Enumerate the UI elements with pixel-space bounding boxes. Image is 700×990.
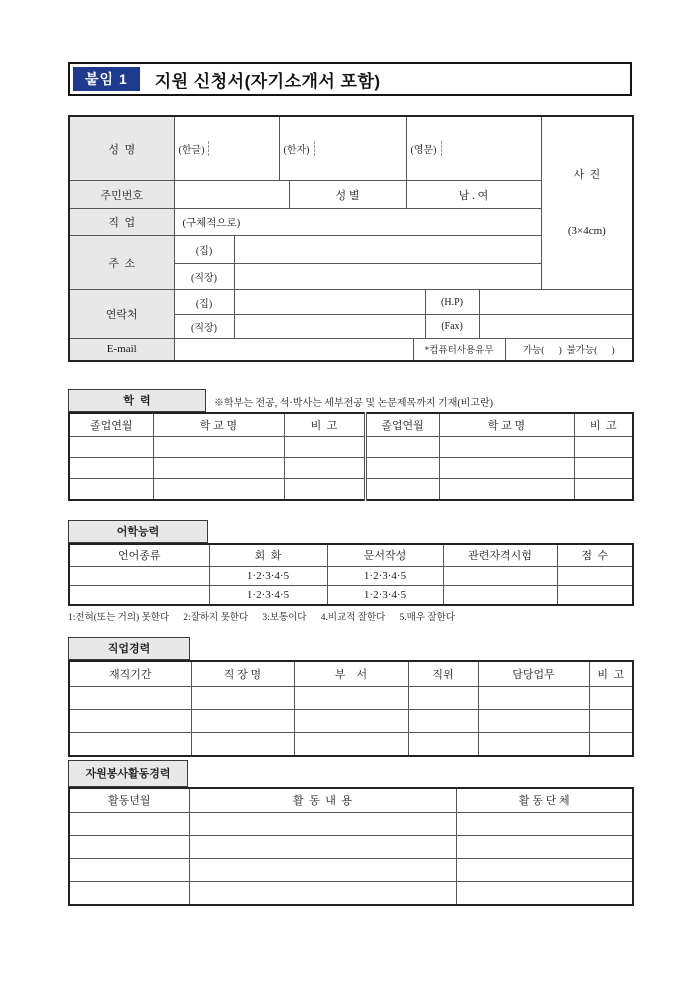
photo-label: 사 진: [573, 168, 601, 181]
career-cell: [191, 687, 294, 710]
edu-cell: [439, 458, 574, 479]
career-cell: [589, 710, 633, 733]
career-cell: [478, 687, 589, 710]
career-cell: [294, 710, 408, 733]
hangul-label: (한글): [175, 141, 210, 156]
lang-scale: 1·2·3·4·5: [209, 567, 327, 586]
fax-label: (Fax): [425, 315, 479, 339]
personal-info-table: [68, 115, 634, 362]
address-work-label: (직장): [174, 264, 234, 290]
vol-cell: [69, 836, 189, 859]
edu-cell: [574, 458, 633, 479]
vol-col-activity: 활 동 내 용: [189, 788, 456, 813]
edu-col-date2: 졸업연월: [365, 413, 439, 437]
career-cell: [69, 687, 191, 710]
name-english-cell: [406, 116, 541, 181]
name-hangul-cell: [174, 116, 279, 181]
language-scale-note: 1:전혀(또는 거의) 못한다 2:잘하지 못한다 3:보통이다 4.비교적 잘한다 5.매우 잘한다: [68, 612, 455, 623]
name-hanja-cell: [279, 116, 406, 181]
photo-box: [541, 116, 633, 290]
lang-cell: [557, 586, 633, 605]
contact-work-label: (직장): [174, 315, 234, 339]
edu-cell: [574, 437, 633, 458]
lang-col-writing: 문서작성: [327, 544, 443, 567]
lang-cell: [69, 567, 209, 586]
photo-size: (3×4cm): [567, 224, 606, 237]
vol-cell: [456, 882, 633, 905]
career-col-period: 재직기간: [69, 661, 191, 687]
vol-cell: [69, 813, 189, 836]
education-tab: 학 력: [68, 389, 206, 412]
document-page: [68, 62, 632, 906]
contact-work-field: [234, 315, 425, 339]
lang-scale: 1·2·3·4·5: [209, 586, 327, 605]
lang-cell: [69, 586, 209, 605]
edu-cell: [153, 458, 284, 479]
attachment-badge: 붙임 1: [73, 67, 140, 91]
vol-cell: [189, 836, 456, 859]
contact-home-field: [234, 290, 425, 315]
computer-use-options: 가능( ) 불가능( ): [505, 339, 633, 361]
lang-cell: [443, 586, 557, 605]
address-work-field: [234, 264, 541, 290]
career-cell: [408, 687, 478, 710]
vol-cell: [189, 859, 456, 882]
career-col-duty: 담당업무: [478, 661, 589, 687]
language-tab: 어학능력: [68, 520, 208, 543]
form-title: 지원 신청서(자기소개서 포함): [154, 71, 381, 91]
career-table: [68, 660, 634, 757]
edu-cell: [439, 437, 574, 458]
english-field: [442, 141, 541, 156]
career-cell: [294, 733, 408, 756]
lang-col-cert: 관련자격시험: [443, 544, 557, 567]
address-label: 주 소: [69, 236, 174, 290]
career-cell: [408, 733, 478, 756]
education-header-row: [68, 389, 632, 412]
career-tab: 직업경력: [68, 637, 190, 660]
fax-field: [479, 315, 633, 339]
career-cell: [408, 710, 478, 733]
vol-cell: [189, 882, 456, 905]
jumin-field: [174, 181, 289, 209]
edu-cell: [284, 458, 365, 479]
computer-use-label: *컴퓨터사용유무: [413, 339, 505, 361]
english-label: (영문): [407, 141, 442, 156]
vol-cell: [456, 836, 633, 859]
vol-cell: [189, 813, 456, 836]
edu-cell: [69, 437, 153, 458]
language-table: [68, 543, 634, 606]
career-cell: [191, 710, 294, 733]
vol-cell: [69, 859, 189, 882]
edu-cell: [69, 479, 153, 500]
lang-cell: [557, 567, 633, 586]
email-field: [174, 339, 413, 361]
vol-cell: [456, 813, 633, 836]
edu-cell: [574, 479, 633, 500]
lang-col-score: 점 수: [557, 544, 633, 567]
edu-col-note: 비 고: [284, 413, 365, 437]
career-col-dept: 부 서: [294, 661, 408, 687]
edu-cell: [153, 479, 284, 500]
education-note: ※학부는 전공, 석·박사는 세부전공 및 논문제목까지 기재(비고란): [214, 397, 493, 409]
edu-cell: [153, 437, 284, 458]
lang-col-type: 언어종류: [69, 544, 209, 567]
edu-col-school: 학 교 명: [153, 413, 284, 437]
lang-cell: [443, 567, 557, 586]
lang-scale: 1·2·3·4·5: [327, 586, 443, 605]
job-field: (구체적으로): [174, 209, 541, 236]
vol-cell: [456, 859, 633, 882]
vol-cell: [69, 882, 189, 905]
lang-col-speaking: 회 화: [209, 544, 327, 567]
career-cell: [191, 733, 294, 756]
career-cell: [589, 687, 633, 710]
hp-label: (H.P): [425, 290, 479, 315]
contact-home-label: (집): [174, 290, 234, 315]
jumin-label: 주민번호: [69, 181, 174, 209]
edu-cell: [365, 479, 439, 500]
name-label: 성 명: [69, 116, 174, 181]
career-col-position: 직위: [408, 661, 478, 687]
edu-cell: [365, 437, 439, 458]
career-col-note: 비 고: [589, 661, 633, 687]
edu-cell: [284, 437, 365, 458]
vol-col-date: 활동년월: [69, 788, 189, 813]
career-cell: [294, 687, 408, 710]
volunteer-header-row: [68, 760, 632, 787]
edu-cell: [439, 479, 574, 500]
edu-col-school2: 학 교 명: [439, 413, 574, 437]
education-table: [68, 412, 634, 501]
career-cell: [478, 733, 589, 756]
address-home-field: [234, 236, 541, 264]
career-col-company: 직 장 명: [191, 661, 294, 687]
vol-col-org: 활 동 단 체: [456, 788, 633, 813]
career-header-row: [68, 637, 632, 660]
edu-col-date: 졸업연월: [69, 413, 153, 437]
hangul-field: [209, 141, 278, 156]
address-home-label: (집): [174, 236, 234, 264]
gender-value: 남 . 여: [406, 181, 541, 209]
career-cell: [69, 733, 191, 756]
edu-cell: [69, 458, 153, 479]
hanja-label: (한자): [280, 141, 315, 156]
job-label: 직 업: [69, 209, 174, 236]
language-header-row: [68, 520, 632, 543]
gender-label: 성 별: [289, 181, 406, 209]
email-label: E-mail: [69, 339, 174, 361]
volunteer-table: [68, 787, 634, 906]
career-cell: [69, 710, 191, 733]
edu-cell: [365, 458, 439, 479]
lang-scale: 1·2·3·4·5: [327, 567, 443, 586]
edu-col-note2: 비 고: [574, 413, 633, 437]
career-cell: [589, 733, 633, 756]
edu-cell: [284, 479, 365, 500]
title-bar: [68, 62, 632, 96]
hp-field: [479, 290, 633, 315]
volunteer-tab: 자원봉사활동경력: [68, 760, 188, 787]
career-cell: [478, 710, 589, 733]
hanja-field: [315, 141, 406, 156]
contact-label: 연락처: [69, 290, 174, 339]
